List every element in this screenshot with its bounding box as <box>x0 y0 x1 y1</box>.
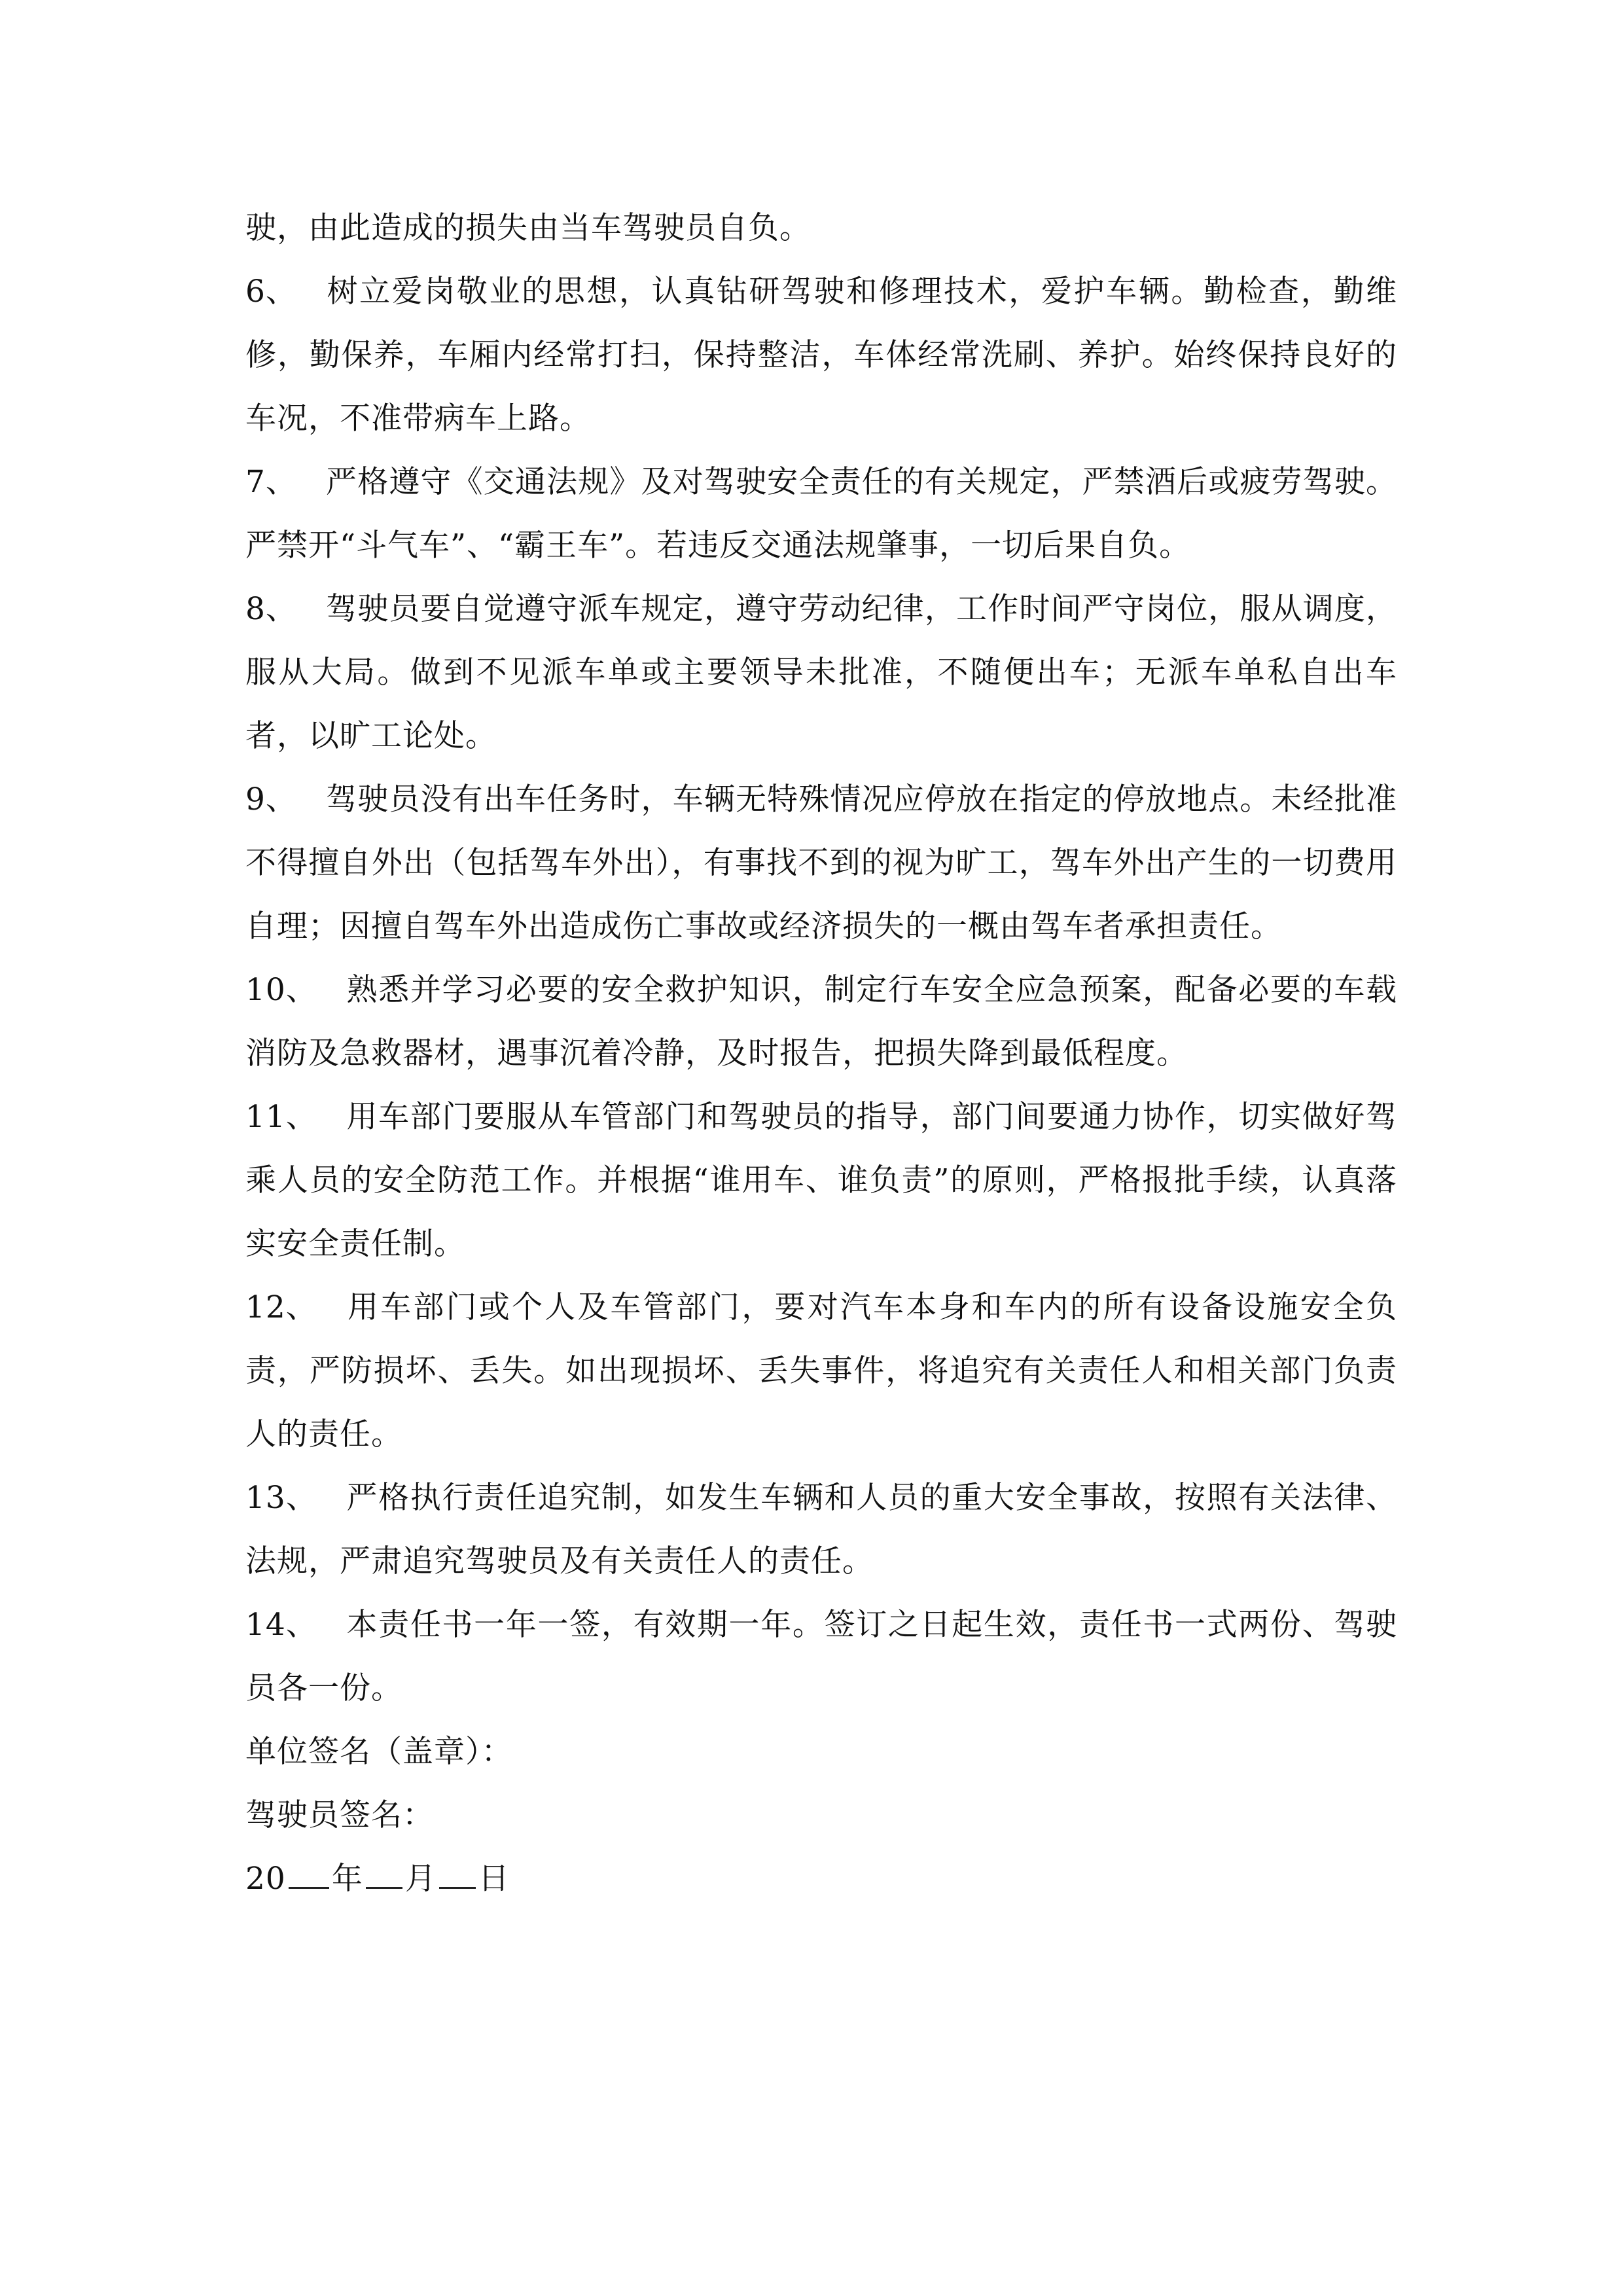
clause-number: 6、 <box>245 274 297 310</box>
day-label: 日 <box>478 1861 510 1897</box>
clause-7 <box>245 450 1397 577</box>
clause-13 <box>245 1466 1397 1593</box>
clause-text: 用车部门要服从车管部门和驾驶员的指导，部门间要通力协作，切实做好驾乘人员的安全防范工作。并根据“谁用车、谁负责”的原则，严格报批手续，认真落实安全责任制。 <box>245 1099 1397 1262</box>
date-prefix: 20 <box>245 1861 286 1897</box>
clause-14 <box>245 1593 1397 1720</box>
clause-number: 14、 <box>245 1607 317 1643</box>
clause-number: 13、 <box>245 1480 317 1516</box>
clause-text: 用车部门或个人及车管部门，要对汽车本身和车内的所有设备设施安全负责，严防损坏、丢失。如出现损坏、丢失事件，将追究有关责任人和相关部门负责人的责任。 <box>245 1289 1397 1452</box>
clause-text: 熟悉并学习必要的安全救护知识，制定行车安全应急预案，配备必要的车载消防及急救器材，遇事沉着冷静，及时报告，把损失降到最低程度。 <box>245 972 1397 1071</box>
clause-number: 10、 <box>245 972 317 1008</box>
driver-signature-line: 驾驶员签名： <box>245 1797 434 1833</box>
year-label: 年 <box>331 1861 363 1897</box>
clause-text: 树立爱岗敬业的思想，认真钻研驾驶和修理技术，爱护车辆。勤检查，勤维修，勤保养，车厢内经常打扫，保持整洁，车体经常洗刷、养护。始终保持良好的车况，不准带病车上路。 <box>245 274 1397 437</box>
month-label: 月 <box>404 1861 437 1897</box>
clause-12 <box>245 1276 1397 1466</box>
clause-10 <box>245 958 1397 1085</box>
clause-9 <box>245 768 1397 958</box>
clause-text: 严格执行责任追究制，如发生车辆和人员的重大安全事故，按照有关法律、法规，严肃追究驾驶员及有关责任人的责任。 <box>245 1480 1397 1579</box>
document-body <box>245 196 1397 1910</box>
year-blank <box>289 1859 329 1889</box>
clause-text: 驾驶员没有出车任务时，车辆无特殊情况应停放在指定的停放地点。未经批准不得擅自外出（包括驾车外出），有事找不到的视为旷工，驾车外出产生的一切费用自理；因擅自驾车外出造成伤亡事故或经济损失的一概由驾车者承担责任。 <box>245 781 1397 944</box>
clause-11 <box>245 1085 1397 1276</box>
clause-number: 7、 <box>245 464 297 500</box>
day-blank <box>439 1859 476 1889</box>
clause-number: 12、 <box>245 1289 317 1325</box>
clause-number: 9、 <box>245 781 297 817</box>
clause-text: 驾驶员要自觉遵守派车规定，遵守劳动纪律，工作时间严守岗位，服从调度，服从大局。做到不见派车单或主要领导未批准，不随便出车；无派车单私自出车者，以旷工论处。 <box>245 591 1397 754</box>
clause-number: 8、 <box>245 591 297 627</box>
continuation-paragraph: 驶，由此造成的损失由当车驾驶员自负。 <box>245 210 811 246</box>
clause-number: 11、 <box>245 1099 317 1135</box>
month-blank <box>366 1859 402 1889</box>
clause-text: 本责任书一年一签，有效期一年。签订之日起生效，责任书一式两份、驾驶员各一份。 <box>245 1607 1397 1706</box>
clause-6 <box>245 260 1397 450</box>
unit-signature-line: 单位签名（盖章）： <box>245 1734 513 1770</box>
clause-text: 严格遵守《交通法规》及对驾驶安全责任的有关规定，严禁酒后或疲劳驾驶。严禁开“斗气车”、“霸王车”。若违反交通法规肇事，一切后果自负。 <box>245 464 1397 564</box>
date-line <box>245 1847 1397 1910</box>
clause-8 <box>245 577 1397 768</box>
